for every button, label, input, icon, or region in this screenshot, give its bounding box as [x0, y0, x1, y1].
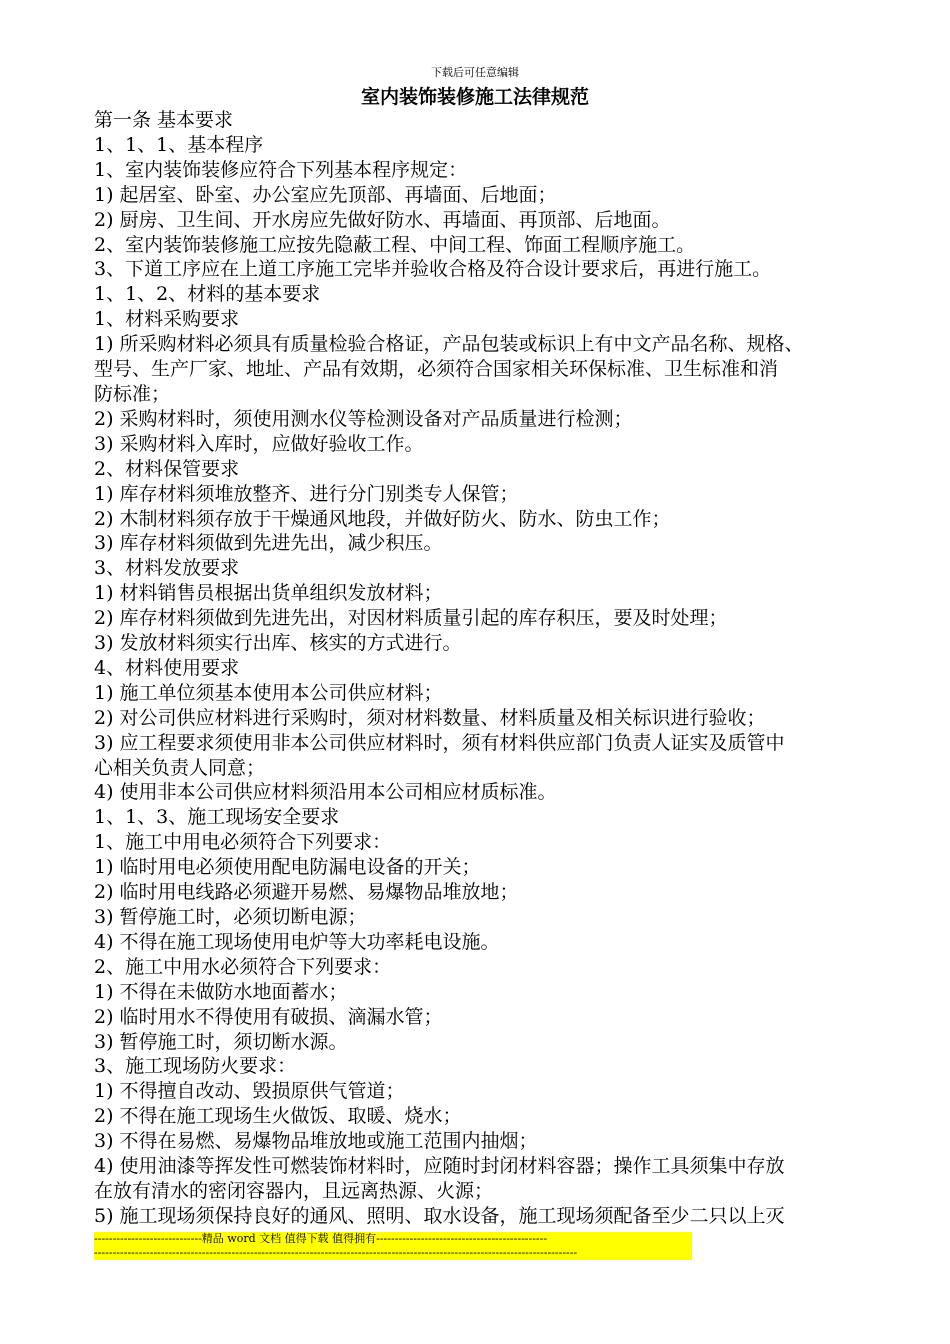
text-line: 3) 暂停施工时，须切断水源。: [94, 1030, 348, 1053]
text-line: 2) 厨房、卫生间、开水房应先做好防水、再墙面、再顶部、后地面。: [94, 208, 671, 231]
text-line: 1) 起居室、卧室、办公室应先顶部、再墙面、后地面；: [94, 183, 557, 206]
text-line: 2) 不得在施工现场生火做饭、取暖、烧水；: [94, 1105, 462, 1128]
text-line: 1、材料采购要求: [94, 308, 240, 331]
text-line: 1、1、2、材料的基本要求: [94, 283, 321, 306]
text-line: 4) 使用非本公司供应材料须沿用本公司相应材质标准。: [94, 781, 557, 804]
text-line: 防标准；: [94, 382, 171, 405]
text-line: 2、施工中用水必须符合下列要求：: [94, 955, 392, 978]
text-line: 1、1、1、基本程序: [94, 133, 264, 156]
text-line: 1、施工中用电必须符合下列要求：: [94, 831, 392, 854]
text-line: 3) 库存材料须做到先进先出，减少积压。: [94, 532, 443, 555]
text-line: 3、下道工序应在上道工序施工完毕并验收合格及符合设计要求后，再进行施工。: [94, 258, 772, 281]
text-line: 在放有清水的密闭容器内，且远离热源、火源；: [94, 1179, 494, 1202]
text-line: 2) 对公司供应材料进行采购时，须对材料数量、材料质量及相关标识进行验收；: [94, 706, 766, 729]
text-line: 1、1、3、施工现场安全要求: [94, 806, 340, 829]
text-line: 3) 不得在易燃、易爆物品堆放地或施工范围内抽烟；: [94, 1130, 538, 1153]
text-line: 心相关负责人同意；: [94, 756, 266, 779]
text-line: 1) 所采购材料必须具有质量检验合格证，产品包装或标识上有中文产品名称、规格、: [94, 333, 804, 356]
text-line: 4) 使用油漆等挥发性可燃装饰材料时，应随时封闭材料容器；操作工具须集中存放: [94, 1155, 785, 1178]
text-line: 1) 施工单位须基本使用本公司供应材料；: [94, 681, 443, 704]
text-line: 1、室内装饰装修应符合下列基本程序规定：: [94, 158, 468, 181]
text-line: 3) 暂停施工时，必须切断电源；: [94, 906, 367, 928]
text-line: 3) 发放材料须实行出库、核实的方式进行。: [94, 632, 462, 655]
text-line: 1) 临时用电必须使用配电防漏电设备的开关；: [94, 856, 481, 879]
text-line: 2) 木制材料须存放于干燥通风地段，并做好防火、防水、防虫工作；: [94, 507, 671, 530]
text-line: 5) 施工现场须保持良好的通风、照明、取水设备，施工现场须配备至少二只以上灭: [94, 1204, 785, 1227]
text-line: 2、材料保管要求: [94, 457, 240, 480]
page-title: 室内装饰装修施工法律规范: [360, 86, 589, 108]
footer-line: -----------------------------精品 word 文档 值得下载 值得拥有----------------------------------------------: [94, 1232, 548, 1245]
text-line: 4) 不得在施工现场使用电炉等大功率耗电设施。: [94, 930, 500, 953]
header-note: 下载后可任意编辑: [431, 66, 519, 79]
document-body: [94, 108, 916, 1229]
text-line: 3、施工现场防火要求：: [94, 1055, 297, 1078]
text-line: 2) 库存材料须做到先进先出，对因材料质量引起的库存积压，要及时处理；: [94, 607, 728, 630]
footer-watermark: [94, 1232, 692, 1260]
text-line: 1) 材料销售员根据出货单组织发放材料；: [94, 582, 443, 605]
text-line: 2) 临时用电线路必须避开易燃、易爆物品堆放地；: [94, 881, 519, 904]
text-line: 3) 采购材料入库时，应做好验收工作。: [94, 432, 424, 455]
text-line: 3) 应工程要求须使用非本公司供应材料时，须有材料供应部门负责人证实及质管中: [94, 731, 785, 754]
text-line: 2) 临时用水不得使用有破损、滴漏水管；: [94, 1005, 443, 1028]
text-line: 1) 不得在未做防水地面蓄水；: [94, 980, 348, 1003]
text-line: 4、材料使用要求: [94, 656, 240, 679]
text-line: 1) 不得擅自改动、毁损原供气管道；: [94, 1080, 405, 1103]
text-line: 1) 库存材料须堆放整齐、进行分门别类专人保管；: [94, 482, 519, 505]
text-line: 型号、生产厂家、地址、产品有效期，必须符合国家相关环保标准、卫生标准和消: [94, 358, 779, 381]
text-line: 2) 采购材料时，须使用测水仪等检测设备对产品质量进行检测；: [94, 407, 633, 430]
footer-line: ----------------------------------------------------------------------------------------------------------------------------------: [94, 1246, 578, 1259]
text-line: 3、材料发放要求: [94, 557, 240, 580]
text-line: 2、室内装饰装修施工应按先隐蔽工程、中间工程、饰面工程顺序施工。: [94, 233, 696, 256]
text-line: 第一条 基本要求: [94, 109, 234, 131]
